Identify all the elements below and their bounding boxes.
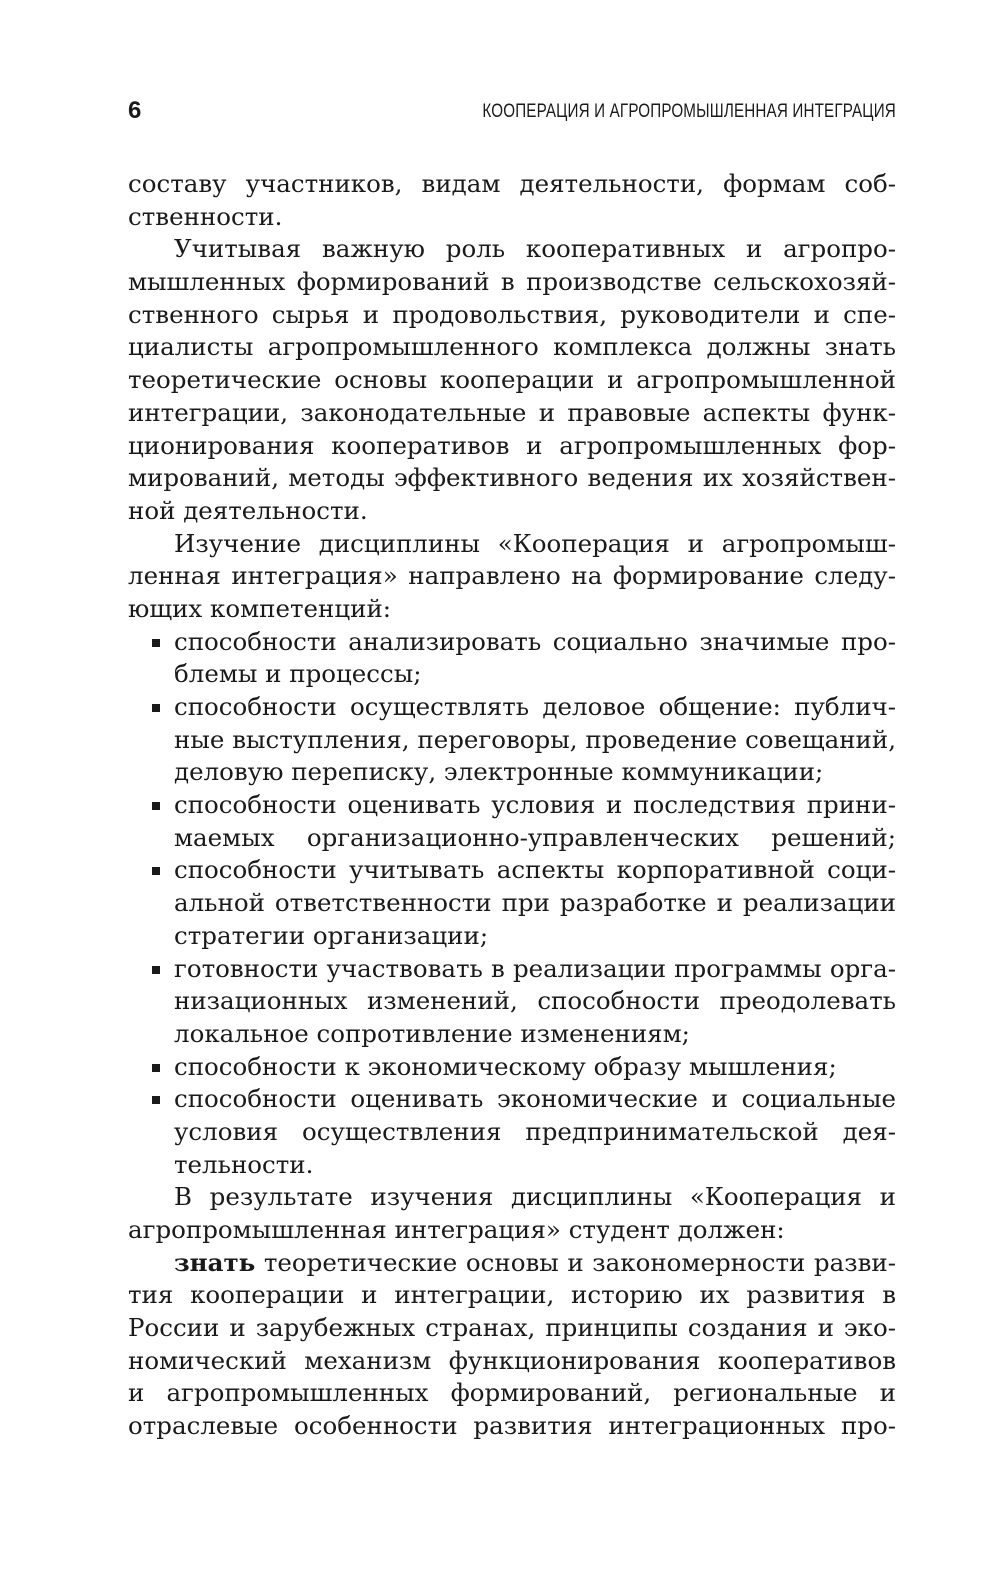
bullet-icon xyxy=(152,966,160,974)
text-line: мышленных формирований в производстве сельскохозяй- xyxy=(128,267,896,297)
bullet-icon xyxy=(152,704,160,712)
text-line: Изучение дисциплины «Кооперация и агропромыш- xyxy=(174,528,896,558)
text-line: составу участников, видам деятельности, формам соб- xyxy=(128,169,896,198)
text-line: ственности. xyxy=(128,201,283,231)
text-line: маемых организационно-управленческих решений; xyxy=(174,822,896,852)
bullet-icon xyxy=(152,639,160,647)
text-line: мирований, методы эффективного ведения их хозяйствен- xyxy=(128,463,896,493)
text-line: локальное сопротивление изменениям; xyxy=(174,1018,690,1048)
text-line: номический механизм функционирования кооперативов xyxy=(128,1345,896,1375)
emphasis-know: знать xyxy=(174,1247,256,1277)
text-line: ционирования кооперативов и агропромышленных фор- xyxy=(128,430,896,460)
text-line: интеграции, законодательные и правовые аспекты функ- xyxy=(128,397,896,427)
list-item xyxy=(128,1051,896,1084)
text-line: ленная интеграция» направлено на формирование следу- xyxy=(128,561,896,591)
list-item xyxy=(128,691,896,724)
text-line: способности анализировать социально значимые про- xyxy=(174,626,896,656)
list-item xyxy=(128,789,896,822)
bullet-icon xyxy=(152,867,160,875)
list-item xyxy=(128,626,896,659)
bullet-icon xyxy=(152,1096,160,1104)
text-line: способности оценивать экономические и социальные xyxy=(174,1084,896,1114)
text-line xyxy=(128,1247,896,1280)
text-fragment: теоретические основы и закономерности разви- xyxy=(255,1247,896,1277)
body-text xyxy=(128,168,896,1443)
bullet-icon xyxy=(152,802,160,810)
text-line: России и зарубежных странах, принципы создания и эко- xyxy=(128,1313,896,1343)
text-line: тия кооперации и интеграции, историю их развития в xyxy=(128,1280,896,1310)
text-line: низационных изменений, способности преодолевать xyxy=(174,986,896,1016)
bullet-icon xyxy=(152,1064,160,1072)
text-line: тельности. xyxy=(174,1149,314,1179)
text-line: деловую переписку, электронные коммуникации; xyxy=(174,757,824,787)
text-line: альной ответственности при разработке и реализации xyxy=(174,888,896,918)
text-line: ной деятельности. xyxy=(128,495,368,525)
text-line: ственного сырья и продовольствия, руководители и спе- xyxy=(128,299,896,329)
text-line: стратегии организации; xyxy=(174,920,489,950)
text-line: блемы и процессы; xyxy=(174,659,422,689)
text-line: отраслевые особенности развития интеграционных про- xyxy=(128,1411,896,1441)
text-line: агропромышленная интеграция» студент должен: xyxy=(128,1215,785,1244)
text-line: ные выступления, переговоры, проведение совещаний, xyxy=(174,724,896,754)
running-title: КООПЕРАЦИЯ И АГРОПРОМЫШЛЕННАЯ ИНТЕГРАЦИЯ xyxy=(482,101,896,122)
list-item xyxy=(128,1083,896,1116)
text-line: способности к экономическому образу мышления; xyxy=(174,1051,837,1081)
text-line: и агропромышленных формирований, региональные и xyxy=(128,1378,896,1408)
text-line: ющих компетенций: xyxy=(128,593,392,623)
text-line: Учитывая важную роль кооперативных и агропро- xyxy=(174,234,896,264)
list-item xyxy=(128,953,896,986)
text-line: способности учитывать аспекты корпоративной соци- xyxy=(174,855,896,885)
text-line: теоретические основы кооперации и агропромышленной xyxy=(128,365,896,395)
text-line: условия осуществления предпринимательской дея- xyxy=(174,1116,896,1146)
page-header xyxy=(128,96,896,128)
text-line: готовности участвовать в реализации программы орга- xyxy=(174,953,896,983)
text-line: В результате изучения дисциплины «Кооперация и xyxy=(174,1182,896,1212)
page-number: 6 xyxy=(128,97,142,124)
text-line: способности осуществлять деловое общение: публич- xyxy=(174,692,896,721)
text-line: способности оценивать условия и последствия прини- xyxy=(174,790,896,820)
text-line: циалисты агропромышленного комплекса должны знать xyxy=(128,332,896,362)
list-item xyxy=(128,854,896,887)
